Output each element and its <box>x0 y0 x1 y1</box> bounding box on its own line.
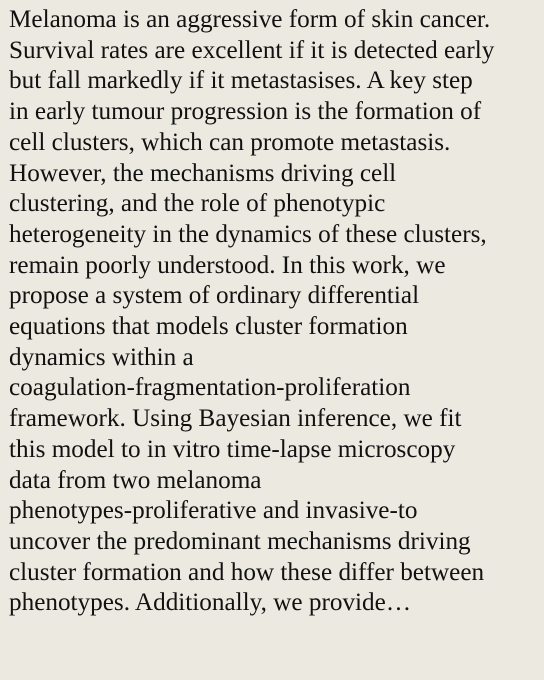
text-line-8: heterogeneity in the dynamics of these clusters, <box>9 220 487 248</box>
text-line-10: propose a system of ordinary differential <box>9 282 420 310</box>
text-line-6: However, the mechanisms driving cell <box>9 159 397 187</box>
text-line-14: framework. Using Bayesian inference, we fit <box>9 405 462 433</box>
text-line-18: uncover the predominant mechanisms driving <box>9 527 471 555</box>
text-line-5: cell clusters, which can promote metastasis. <box>9 128 451 156</box>
text-line-20: phenotypes. Additionally, we provide… <box>9 589 412 617</box>
text-line-7: clustering, and the role of phenotypic <box>9 190 386 218</box>
text-line-12: dynamics within a <box>9 343 194 371</box>
text-line-2: Survival rates are excellent if it is detected early <box>9 36 495 64</box>
text-line-11: equations that models cluster formation <box>9 313 408 341</box>
text-line-4: in early tumour progression is the formation of <box>9 98 482 126</box>
text-line-19: cluster formation and how these differ between <box>9 558 485 586</box>
text-line-15: this model to in vitro time-lapse microscopy <box>9 435 456 463</box>
text-line-9: remain poorly understood. In this work, we <box>9 251 446 279</box>
abstract-paragraph <box>9 5 536 619</box>
text-line-1: Melanoma is an aggressive form of skin cancer. <box>9 6 491 33</box>
text-line-3: but fall markedly if it metastasises. A key step <box>9 67 473 95</box>
text-line-13: coagulation-fragmentation-proliferation <box>9 374 411 402</box>
text-line-16: data from two melanoma <box>9 466 262 494</box>
text-line-17: phenotypes-proliferative and invasive-to <box>9 497 418 525</box>
